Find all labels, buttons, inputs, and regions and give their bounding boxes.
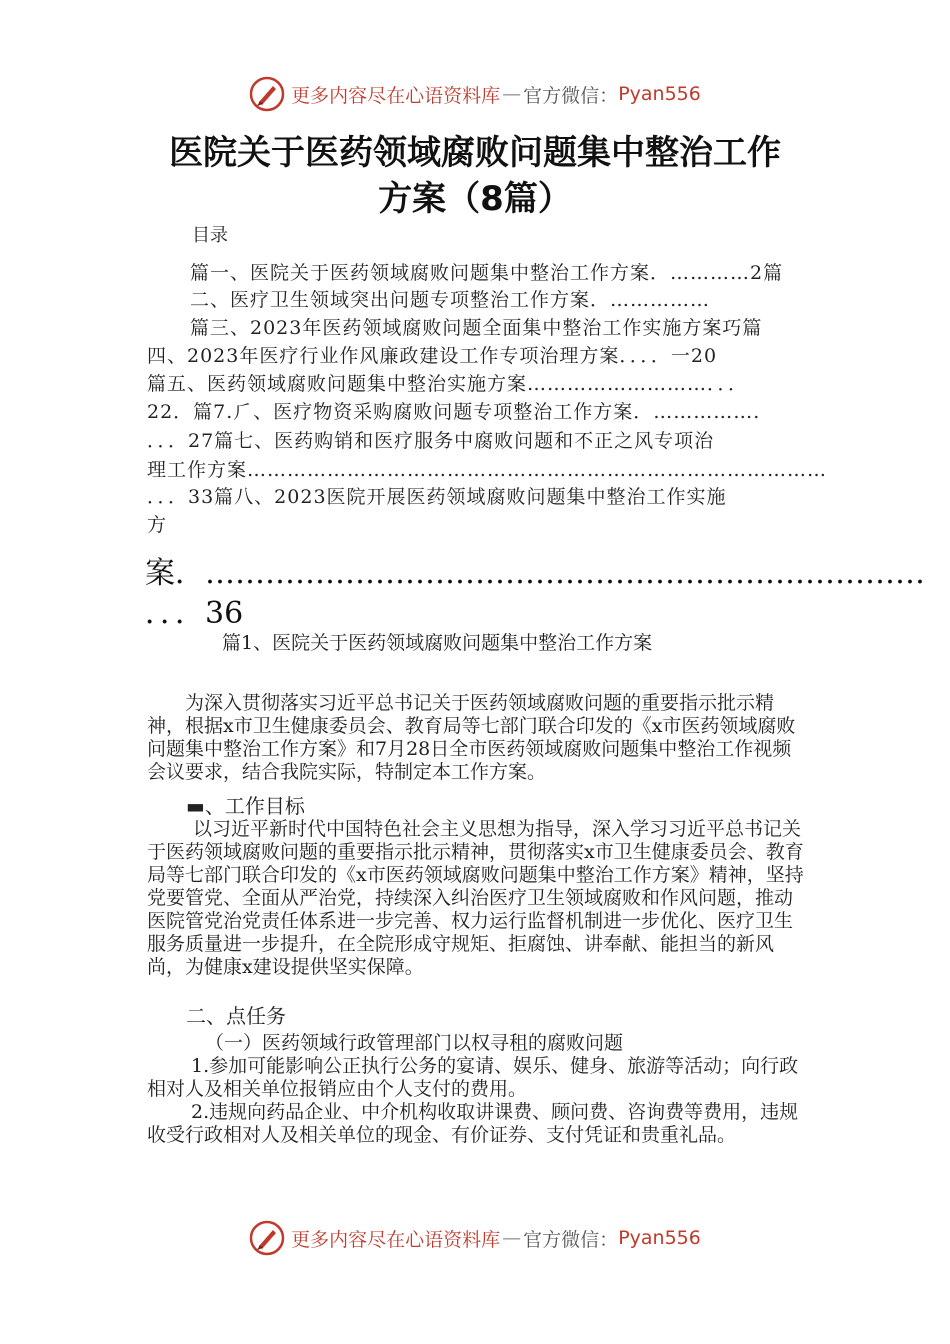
banner-wechat: Pyan556 xyxy=(618,83,701,105)
section-title: 篇1、医院关于医药领域腐败问题集中整治工作方案 xyxy=(222,632,653,654)
title-line-2: 方案（8篇） xyxy=(378,179,572,219)
toc-line-9: ．．．33篇八、2023医院开展医药领域腐败问题集中整治工作实施 xyxy=(147,486,727,508)
toc-big-line-2: ．．．36 xyxy=(145,596,244,631)
subheading-1: （一）医药领域行政管理部门以权寻租的腐败问题 xyxy=(205,1032,624,1054)
toc-line-4: 四、2023年医疗行业作风廉政建设工作专项治理方案．．．．一20 xyxy=(147,345,718,367)
toc-line-5: 篇五、医药领域腐败问题集中整治实施方案………………………．．． xyxy=(147,373,749,395)
banner-brand: 更多内容尽在心语资料库 xyxy=(291,84,501,107)
toc-line-6: 22．篇7.⺁、医疗物资采购腐败问题专项整治工作方案．……………. xyxy=(147,401,761,423)
toc-label: 目录 xyxy=(192,225,228,246)
banner-dash: — xyxy=(502,83,522,105)
footer-banner xyxy=(0,1216,950,1260)
header-banner xyxy=(0,72,950,116)
task-item-2: 2.违规向药品企业、中介机构收取讲课费、顾问费、咨询费等费用，违规收受行政相对人及相关单位的现金、有价证券、支付凭证和贵重礼品。 xyxy=(147,1101,799,1146)
pen-logo-icon xyxy=(249,1220,285,1256)
toc-big-line-1: 案．……………………………………………………………… xyxy=(145,556,925,591)
banner-dash: — xyxy=(502,1227,522,1249)
toc-line-1: 篇一、医院关于医药领域腐败问题集中整治工作方案．…………2篇 xyxy=(190,262,784,284)
goal-paragraph: 以习近平新时代中国特色社会主义思想为指导，深入学习习近平总书记关于医药领域腐败问题的重要指示批示精神，贯彻落实x市卫生健康委员会、教育局等七部门联合印发的《x市医药领域腐败问题集中整治工作方案》精神，坚持党要管党、全面从严治党，持续深入纠治医疗卫生领域腐败和作风问题，推动医院管党治党责任体系进一步完善、权力运行监督机制进一步优化、医疗卫生服务质量进一步提升，在全院形成守规矩、拒腐蚀、讲奉献、能担当的新风尚，为健康x建设提供坚实保障。 xyxy=(147,818,804,978)
toc-line-7: ．．．27篇七、医药购销和医疗服务中腐败问题和不正之风专项治 xyxy=(147,430,715,452)
toc-line-2: 二、医疗卫生领域突出问题专项整治工作方案．…………… xyxy=(190,289,711,311)
title-line-1: 医院关于医药领域腐败问题集中整治工作 xyxy=(169,133,781,173)
toc-line-10: 方 xyxy=(147,514,167,536)
pen-logo-icon xyxy=(249,76,285,112)
task-item-1: 1.参加可能影响公正执行公务的宴请、娱乐、健身、旅游等活动；向行政相对人及相关单位报销应由个人支付的费用。 xyxy=(147,1055,799,1100)
banner-brand: 更多内容尽在心语资料库 xyxy=(291,1228,501,1251)
banner-contact: 官方微信： xyxy=(523,1228,619,1251)
heading-work-goal: ▬、工作目标 xyxy=(186,794,305,818)
document-title xyxy=(120,130,830,222)
heading-key-tasks: 二、点任务 xyxy=(186,1004,286,1028)
toc-line-3: 篇三、2023年医药领域腐败问题全面集中整治工作实施方案巧篇 xyxy=(190,317,763,339)
intro-paragraph: 为深入贯彻落实习近平总书记关于医药领域腐败问题的重要指示批示精神，根据x市卫生健康委员会、教育局等七部门联合印发的《x市医药领域腐败问题集中整治工作方案》和7月28日全市医药领域腐败问题集中整治工作视频会议要求，结合我院实际，特制定本工作方案。 xyxy=(147,692,796,783)
banner-wechat: Pyan556 xyxy=(618,1227,701,1249)
banner-contact: 官方微信： xyxy=(523,84,619,107)
toc-line-8: 理工作方案…………………………………………………………………………… xyxy=(147,459,828,481)
